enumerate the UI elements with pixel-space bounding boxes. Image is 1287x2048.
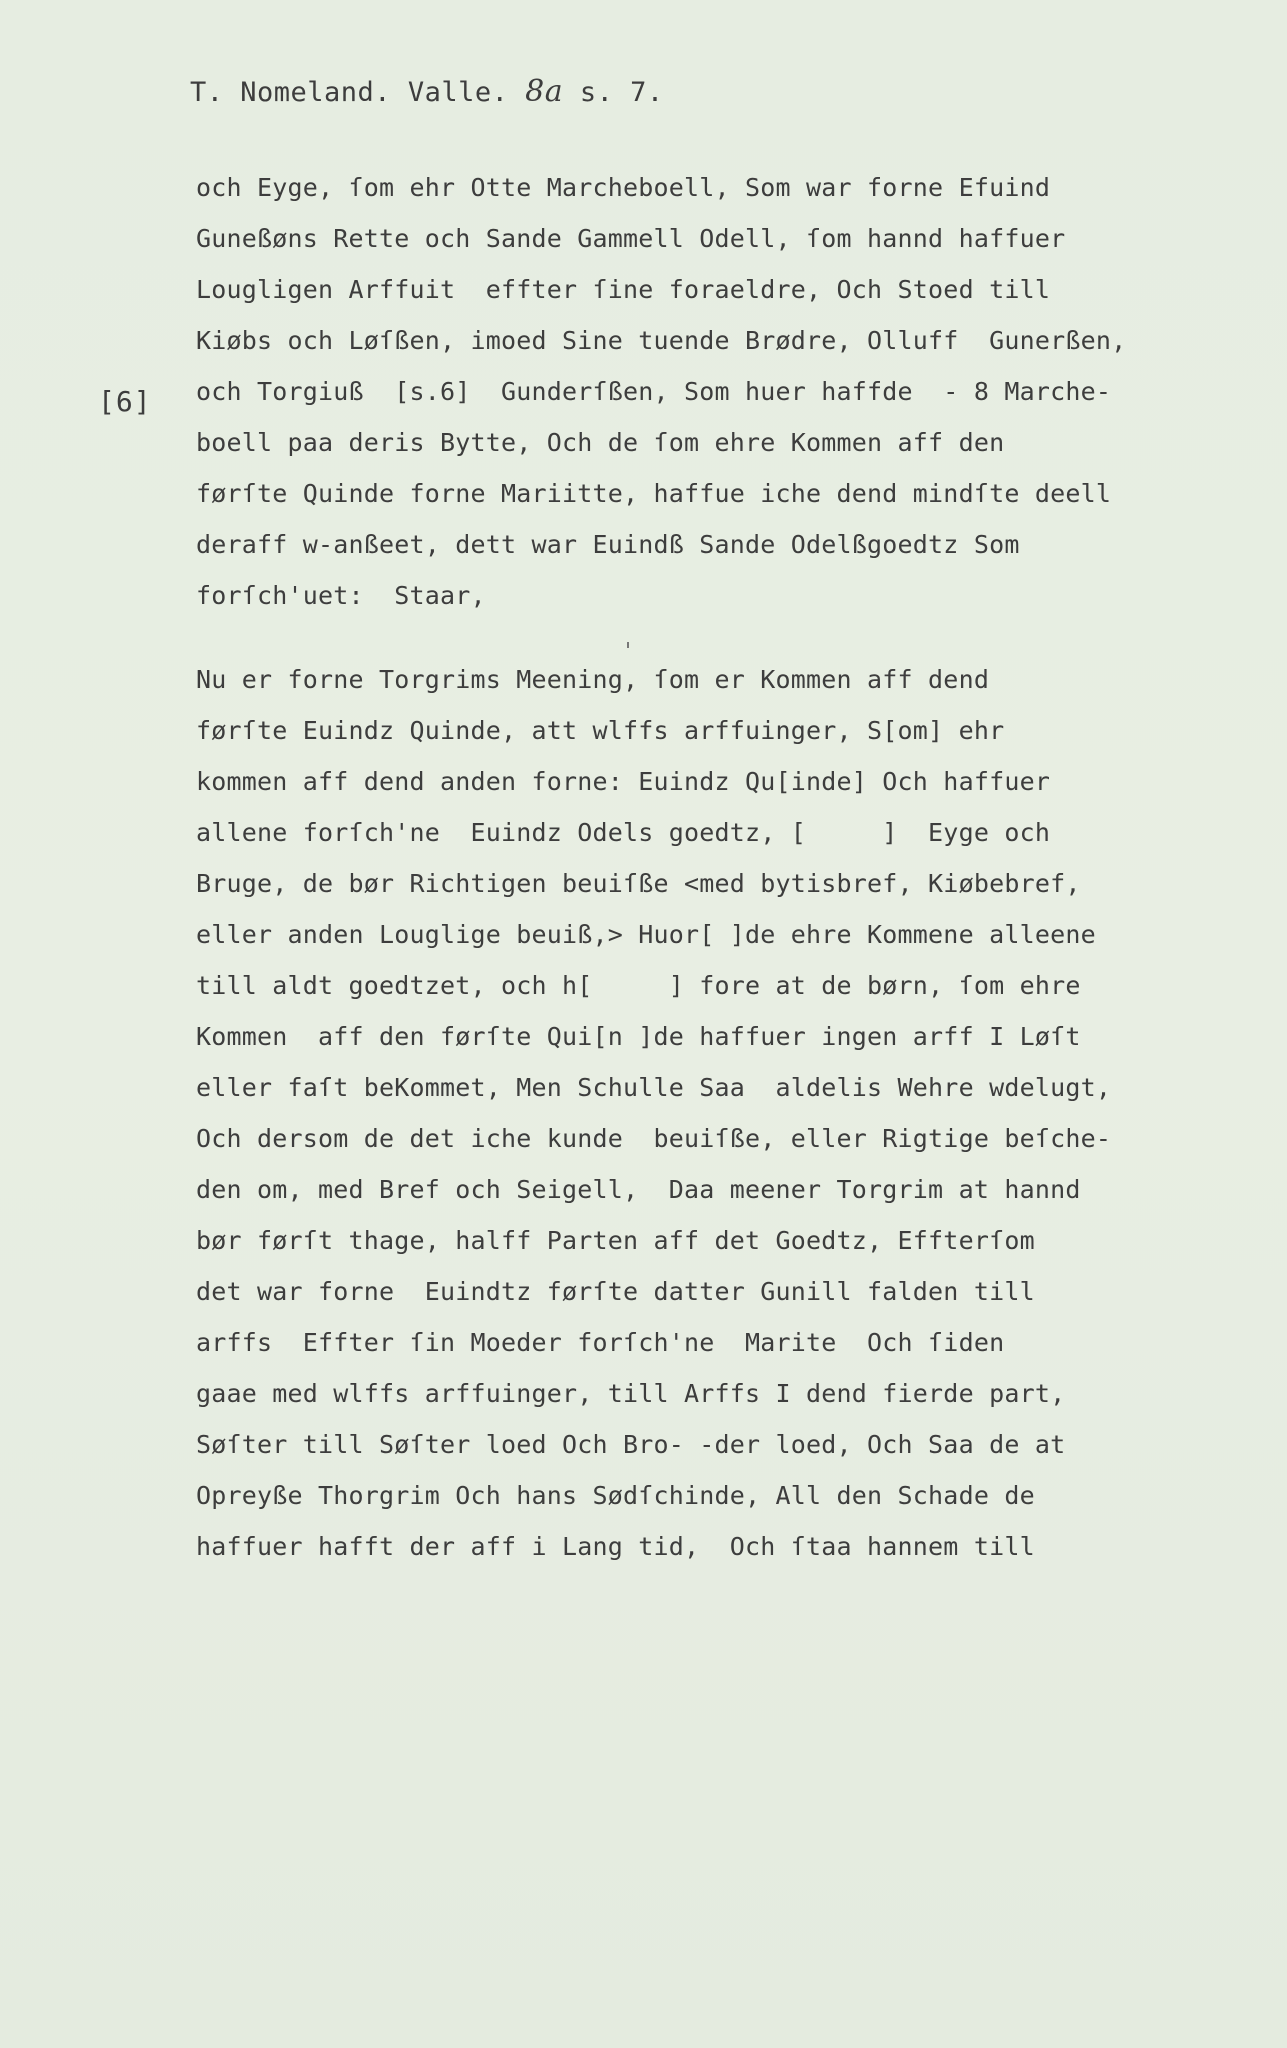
text-line: och Eyge, ſom ehr Otte Marcheboell, Som war forne Efuind bbox=[196, 173, 1051, 202]
text-line: arffs Effter ſin Moeder forſch'ne Marite Och ſiden bbox=[196, 1328, 1005, 1357]
text-line: gaae med wlffs arffuinger, till Arffs I dend fierde part, bbox=[196, 1379, 1066, 1408]
text-line: och Torgiuß [s.6] Gunderſßen, Som huer haffde - 8 Marche- bbox=[196, 377, 1112, 406]
text-line: till aldt goedtzet, och h[ ] fore at de børn, ſom ehre bbox=[196, 971, 1081, 1000]
paragraph-1 bbox=[196, 162, 1126, 621]
text-line: bør førſt thage, halff Parten aff det Goedtz, Effterſom bbox=[196, 1226, 1035, 1255]
header-suffix: s. 7. bbox=[579, 77, 664, 108]
handwritten-page-number: 8a bbox=[525, 74, 564, 109]
text-line: Lougligen Arffuit effter ſine foraeldre, Och Stoed till bbox=[196, 275, 1051, 304]
text-line: boell paa deris Bytte, Och de ſom ehre Kommen aff den bbox=[196, 428, 1005, 457]
text-line: den om, med Bref och Seigell, Daa meener Torgrim at hannd bbox=[196, 1175, 1081, 1204]
page-header bbox=[190, 74, 664, 109]
text-line: allene forſch'ne Euindz Odels goedtz, [ ] Eyge och bbox=[196, 818, 1051, 847]
margin-page-reference: [6] bbox=[98, 385, 152, 418]
text-line: Och dersom de det iche kunde beuiſße, eller Rigtige beſche- bbox=[196, 1124, 1112, 1153]
text-line: haffuer hafft der aff i Lang tid, Och ſtaa hannem till bbox=[196, 1532, 1035, 1561]
text-line: Søſter till Søſter loed Och Bro- -der loed, Och Saa de at bbox=[196, 1430, 1066, 1459]
text-line: det war forne Euindtz førſte datter Gunill falden till bbox=[196, 1277, 1035, 1306]
text-line: Nu er forne Torgrims Meening, ſom er Kommen aff dend bbox=[196, 665, 990, 694]
text-line: Bruge, de bør Richtigen beuiſße <med bytisbref, Kiøbebref, bbox=[196, 869, 1081, 898]
text-line: Kommen aff den førſte Qui[n ]de haffuer ingen arff I Løſt bbox=[196, 1022, 1081, 1051]
text-line: Guneßøns Rette och Sande Gammell Odell, ſom hannd haffuer bbox=[196, 224, 1066, 253]
header-prefix: T. Nomeland. Valle. bbox=[190, 77, 509, 108]
text-line: førſte Quinde forne Mariitte, haffue iche dend mindſte deell bbox=[196, 479, 1112, 508]
paragraph-2 bbox=[196, 654, 1126, 1572]
text-line: forſch'uet: Staar, bbox=[196, 581, 486, 610]
text-line: eller faſt beKommet, Men Schulle Saa aldelis Wehre wdelugt, bbox=[196, 1073, 1112, 1102]
text-line: Opreyße Thorgrim Och hans Sødſchinde, All den Schade de bbox=[196, 1481, 1035, 1510]
text-line: deraff w-anßeet, dett war Euindß Sande Odelßgoedtz Som bbox=[196, 530, 1020, 559]
text-line: kommen aff dend anden forne: Euindz Qu[inde] Och haffuer bbox=[196, 767, 1051, 796]
text-line: Kiøbs och Løſßen, imoed Sine tuende Brødre, Olluff Gunerßen, bbox=[196, 326, 1127, 355]
text-line: førſte Euindz Quinde, att wlffs arffuinger, S[om] ehr bbox=[196, 716, 1005, 745]
text-line: eller anden Louglige beuiß,> Huor[ ]de ehre Kommene alleene bbox=[196, 920, 1096, 949]
mark bbox=[627, 642, 629, 648]
